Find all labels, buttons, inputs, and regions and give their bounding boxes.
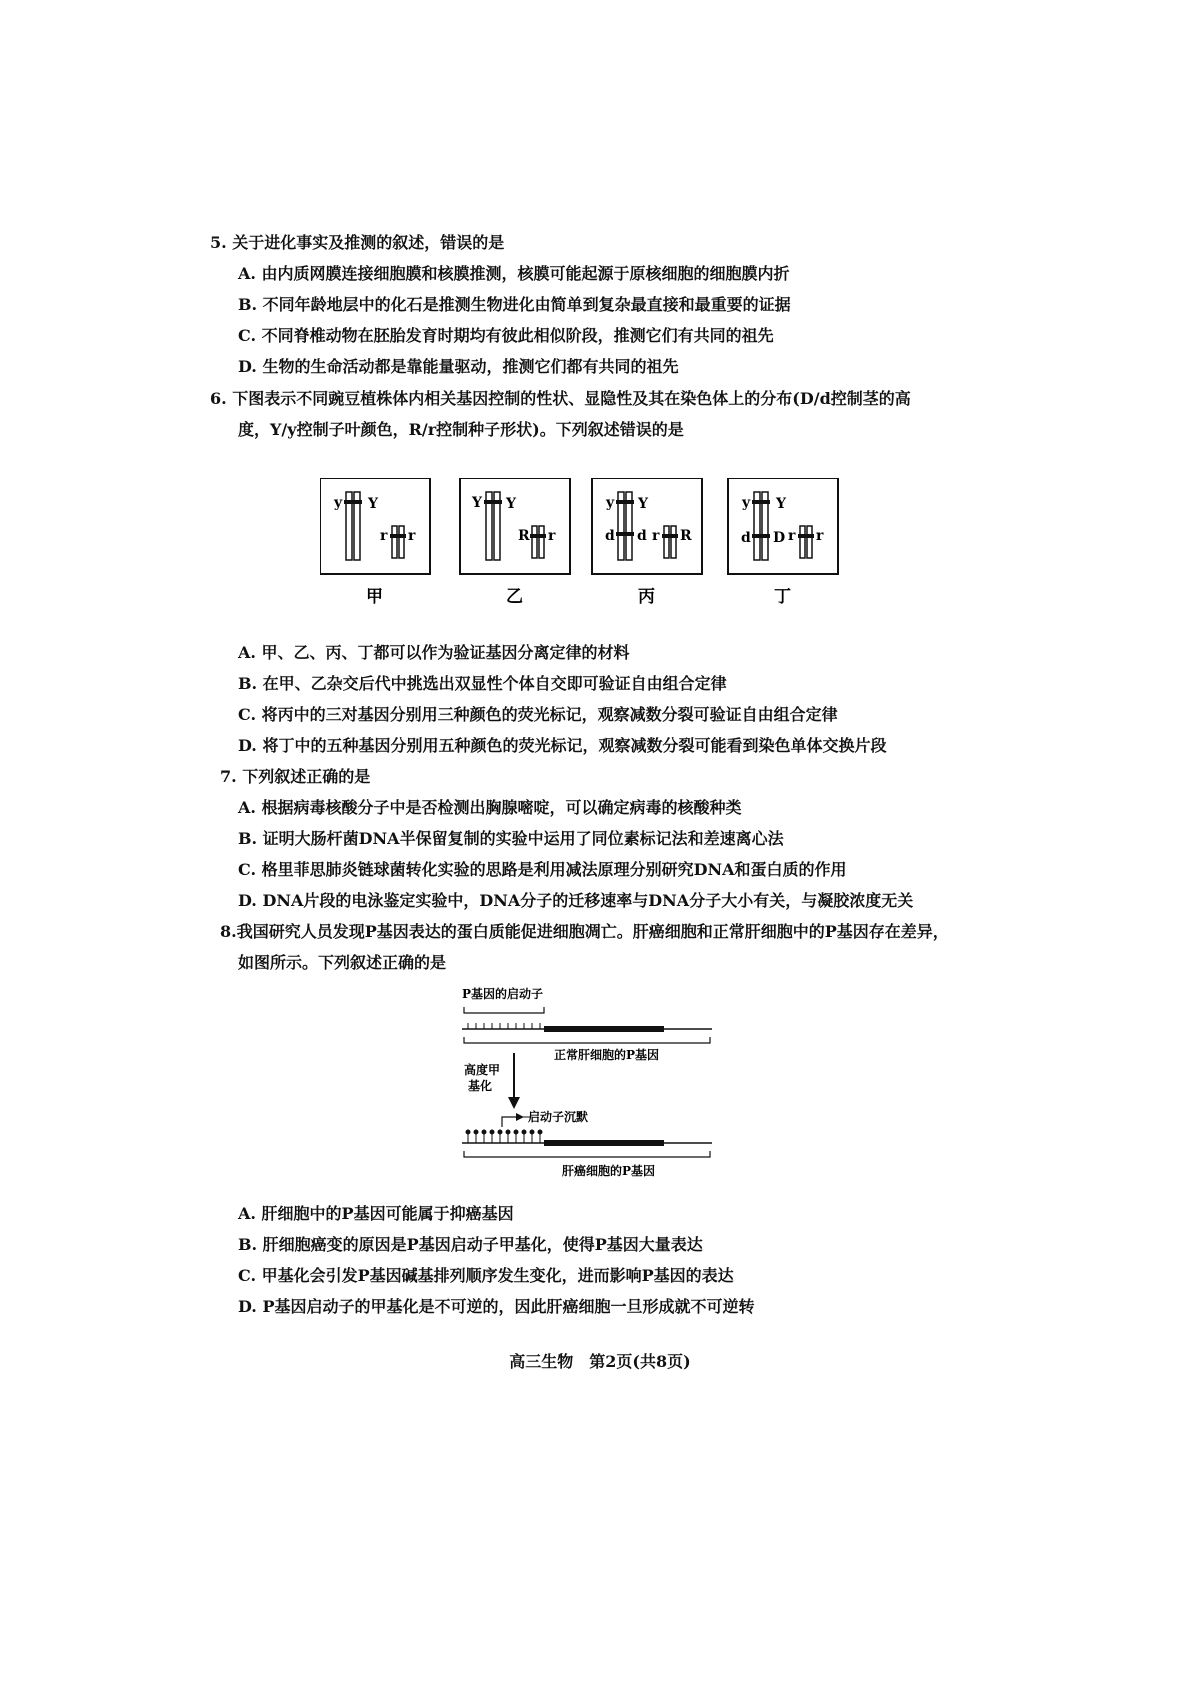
- panel-yi: [460, 478, 570, 607]
- gene-label: Y: [776, 496, 786, 512]
- panel-bing: [592, 478, 702, 607]
- gene-label: Y: [472, 495, 482, 511]
- q8-stem-line1: 8.我国研究人员发现P基因表达的蛋白质能促进细胞凋亡。肝癌细胞和正常肝细胞中的P基因存在差异，: [220, 922, 949, 941]
- gene-label: r: [548, 528, 556, 544]
- cancer-gene-label: 肝癌细胞的P基因: [562, 1164, 656, 1178]
- gene-label: r: [788, 528, 796, 544]
- p-gene-methylation-figure: [462, 985, 732, 1185]
- q8-stem-line2: 如图所示。下列叙述正确的是: [238, 953, 447, 972]
- q7-option-b: B. 证明大肠杆菌DNA半保留复制的实验中运用了同位素标记法和差速离心法: [238, 829, 784, 848]
- gene-label: R: [518, 528, 530, 544]
- panel-ding: [728, 478, 838, 607]
- q7-option-d: D. DNA片段的电泳鉴定实验中，DNA分子的迁移速率与DNA分子大小有关，与凝胶浓度无关: [238, 891, 914, 910]
- q6-option-b: B. 在甲、乙杂交后代中挑选出双显性个体自交即可验证自由组合定律: [238, 674, 727, 693]
- q7-option-a: A. 根据病毒核酸分子中是否检测出胸腺嘧啶，可以确定病毒的核酸种类: [238, 798, 742, 817]
- q7-option-c: C. 格里菲思肺炎链球菌转化实验的思路是利用减法原理分别研究DNA和蛋白质的作用: [238, 860, 847, 879]
- q6-stem-line1: 6. 下图表示不同豌豆植株体内相关基因控制的性状、显隐性及其在染色体上的分布(D/d控制茎的高: [210, 389, 911, 408]
- methylation-label-2: 基化: [468, 1079, 493, 1093]
- q5-option-d: D. 生物的生命活动都是靠能量驱动，推测它们都有共同的祖先: [238, 357, 679, 376]
- gene-label: y: [606, 495, 615, 511]
- gene-label: r: [652, 528, 660, 544]
- gene-label: y: [334, 495, 343, 511]
- q8-option-b: B. 肝细胞癌变的原因是P基因启动子甲基化，使得P基因大量表达: [238, 1235, 703, 1254]
- gene-label: r: [408, 528, 416, 544]
- gene-label: r: [816, 528, 824, 544]
- chromosome-figure: [320, 478, 880, 608]
- gene-label: Y: [368, 496, 378, 512]
- panel-label: 乙: [506, 587, 523, 607]
- q6-stem-line2: 度，Y/y控制子叶颜色，R/r控制种子形状)。下列叙述错误的是: [238, 420, 684, 439]
- normal-gene-label: 正常肝细胞的P基因: [554, 1048, 660, 1062]
- q5-option-a: A. 由内质网膜连接细胞膜和核膜推测，核膜可能起源于原核细胞的细胞膜内折: [238, 264, 790, 283]
- q8-option-a: A. 肝细胞中的P基因可能属于抑癌基因: [238, 1204, 514, 1223]
- q7-stem: 7. 下列叙述正确的是: [220, 767, 371, 786]
- q5-option-c: C. 不同脊椎动物在胚胎发育时期均有彼此相似阶段，推测它们有共同的祖先: [238, 326, 774, 345]
- gene-label: d: [741, 530, 751, 546]
- q8-option-c: C. 甲基化会引发P基因碱基排列顺序发生变化，进而影响P基因的表达: [238, 1266, 734, 1285]
- gene-label: Y: [638, 496, 648, 512]
- page-footer: 高三生物 第2页(共8页): [509, 1352, 691, 1371]
- q6-option-d: D. 将丁中的五种基因分别用五种颜色的荧光标记，观察减数分裂可能看到染色单体交换片段: [238, 736, 887, 755]
- gene-label: d: [637, 528, 647, 544]
- panel-jia: [320, 478, 430, 607]
- gene-label: y: [742, 495, 751, 511]
- q6-option-a: A. 甲、乙、丙、丁都可以作为验证基因分离定律的材料: [238, 643, 630, 662]
- promoter-label: P基因的启动子: [462, 987, 544, 1001]
- gene-label: R: [680, 528, 692, 544]
- panel-label: 丁: [774, 587, 791, 607]
- q5-stem: 5. 关于进化事实及推测的叙述，错误的是: [210, 233, 505, 252]
- gene-label: r: [380, 528, 388, 544]
- q8-option-d: D. P基因启动子的甲基化是不可逆的，因此肝癌细胞一旦形成就不可逆转: [238, 1297, 755, 1316]
- q6-option-c: C. 将丙中的三对基因分别用三种颜色的荧光标记，观察减数分裂可验证自由组合定律: [238, 705, 838, 724]
- panel-label: 甲: [366, 587, 383, 607]
- methylation-label-1: 高度甲: [464, 1063, 501, 1077]
- gene-label: D: [773, 530, 786, 546]
- q5-option-b: B. 不同年龄地层中的化石是推测生物进化由简单到复杂最直接和最重要的证据: [238, 295, 791, 314]
- gene-label: Y: [506, 496, 516, 512]
- panel-label: 丙: [638, 587, 655, 607]
- silence-label: 启动子沉默: [528, 1110, 589, 1124]
- gene-label: d: [605, 528, 615, 544]
